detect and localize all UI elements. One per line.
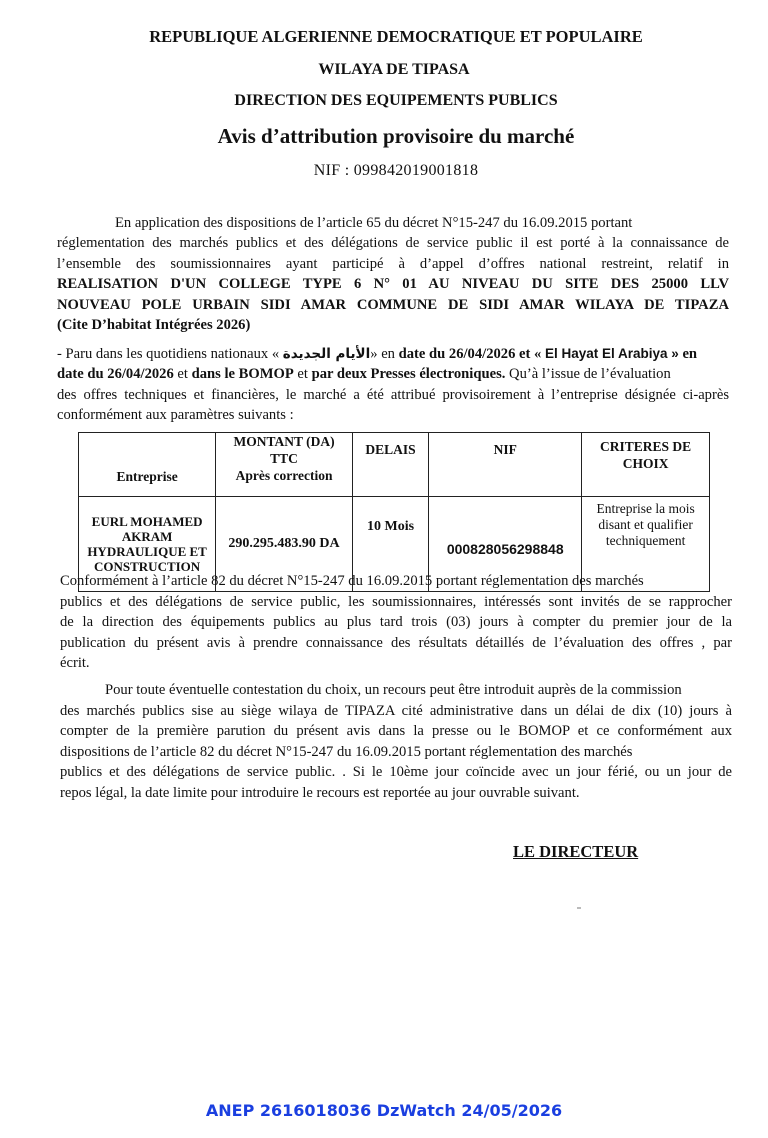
attribution-table <box>78 432 710 592</box>
publication-line-1 <box>57 344 729 364</box>
publication-mid: » en <box>370 346 399 362</box>
intro-line-1: En application des dispositions de l’article 65 du décret N°15-247 du 16.09.2015 portant <box>115 215 633 231</box>
conformement-line-1: Conformément à l’article 82 du décret N°15-247 du 16.09.2015 portant réglementation des marchés <box>60 573 644 589</box>
header-wilaya: WILAYA DE TIPASA <box>318 61 470 78</box>
document-title: Avis d’attribution provisoire du marché <box>217 124 575 148</box>
publication-en: en <box>678 346 698 362</box>
intro-paragraph <box>57 213 729 335</box>
criteres-line-3: techniquement <box>605 533 686 548</box>
intro-line-2: réglementation des marchés publics et des délégations de service public il est porté à la connaissance de <box>57 235 729 252</box>
header-montant-3: Après correction <box>235 468 333 483</box>
newspaper-el-hayat: El Hayat El Arabiya » <box>544 346 679 361</box>
conformement-line-2: publics et des délégations de service public, les soumissionnaires, intéressés sont invités de se rapprocher <box>60 593 732 610</box>
header-republic: REPUBLIQUE ALGERIENNE DEMOCRATIQUE ET POPULAIRE <box>149 27 643 46</box>
header-criteres-2: CHOIX <box>622 456 669 471</box>
publication-paragraph <box>57 344 729 426</box>
conformement-line-5: écrit. <box>60 655 90 672</box>
nif-number: NIF : 099842019001818 <box>313 162 479 179</box>
publication-et: et <box>173 366 192 383</box>
publication-et-2: et <box>293 366 312 383</box>
publication-date-1: date du 26/04/2026 et « <box>398 346 545 362</box>
publication-prefix: - Paru dans les quotidiens nationaux « <box>57 346 283 362</box>
conformement-line-3: de la direction des équipements publics au plus tard trois (03) jours à compter du premier jour de la <box>60 614 732 631</box>
scan-speck <box>577 907 581 909</box>
contestation-line-2: des marchés publics sise au siège wilaya de TIPAZA cité administrative dans un délai de dix (10) jours à <box>60 702 732 719</box>
contestation-line-6: repos légal, la date limite pour introduire le recours est reportée au jour ouvrable suivant. <box>60 784 580 801</box>
intro-line-3: l’ensemble des soumissionnaires ayant participé à d’appel d’offres national restreint, relatif in <box>57 255 729 272</box>
contestation-line-3: compter de la première parution du présent avis dans la presse ou le BOMOP et ce conformément aux <box>60 723 732 740</box>
publication-rest: Qu’à l’issue de l’évaluation <box>505 366 671 383</box>
header-montant <box>216 433 353 497</box>
anep-footer: ANEP 2616018036 DzWatch 24/05/2026 <box>205 1101 563 1120</box>
conformement-paragraph <box>60 571 732 674</box>
entreprise-line-3: HYDRAULIQUE ET <box>87 544 207 559</box>
header-criteres-1: CRITERES DE <box>600 439 692 454</box>
publication-line-4: conformément aux paramètres suivants : <box>57 407 294 424</box>
cell-nif: 000828056298848 <box>429 497 582 592</box>
contestation-line-5: publics et des délégations de service public. . Si le 10ème jour coïncide avec un jour férié, ou un jour de <box>60 764 732 781</box>
publication-line-3: des offres techniques et financières, le marché a été attribué provisoirement à l’entreprise désignée ci-après <box>57 386 729 403</box>
header-montant-1: MONTANT (DA) <box>233 434 335 449</box>
criteres-line-2: disant et qualifier <box>598 517 693 532</box>
header-direction: DIRECTION DES EQUIPEMENTS PUBLICS <box>234 92 558 109</box>
header-montant-2: TTC <box>270 451 298 466</box>
arabic-newspaper: الأيام الجديدة <box>282 346 371 362</box>
project-title-line-2: NOUVEAU POLE URBAIN SIDI AMAR COMMUNE DE SIDI AMAR WILAYA DE TIPAZA <box>57 296 729 313</box>
cell-montant: 290.295.483.90 DA <box>216 497 353 592</box>
project-subtitle: (Cite D’habitat Intégrées 2026) <box>57 317 251 334</box>
header-nif: NIF <box>429 433 582 497</box>
publication-date-2: date du 26/04/2026 <box>57 366 174 383</box>
entreprise-line-2: AKRAM <box>121 529 173 544</box>
header-entreprise: Entreprise <box>79 433 216 497</box>
table-header-row <box>79 433 710 497</box>
project-title-line-1: REALISATION D'UN COLLEGE TYPE 6 N° 01 AU NIVEAU DU SITE DES 25000 LLV <box>57 276 729 293</box>
header-delais: DELAIS <box>352 433 428 497</box>
conformement-line-4: publication du présent avis à prendre connaissance des résultats détaillés de l’évaluation des offres , par <box>60 634 732 651</box>
publication-presses: par deux Presses électroniques. <box>311 366 506 383</box>
header-criteres <box>582 433 710 497</box>
contestation-paragraph <box>60 680 732 804</box>
publication-bomop: dans le BOMOP <box>191 366 294 383</box>
criteres-line-1: Entreprise la mois <box>596 501 695 516</box>
publication-line-2 <box>57 364 729 384</box>
contestation-line-1: Pour toute éventuelle contestation du choix, un recours peut être introduit auprès de la commission <box>105 682 682 698</box>
contestation-line-4: dispositions de l’article 82 du décret N°15-247 du 16.09.2015 portant réglementation des marchés <box>60 743 633 760</box>
signature-le-directeur: LE DIRECTEUR <box>513 842 639 861</box>
entreprise-line-1: EURL MOHAMED <box>91 514 203 529</box>
entreprise-line-4: CONSTRUCTION <box>94 559 201 574</box>
cell-delais: 10 Mois <box>352 497 428 592</box>
